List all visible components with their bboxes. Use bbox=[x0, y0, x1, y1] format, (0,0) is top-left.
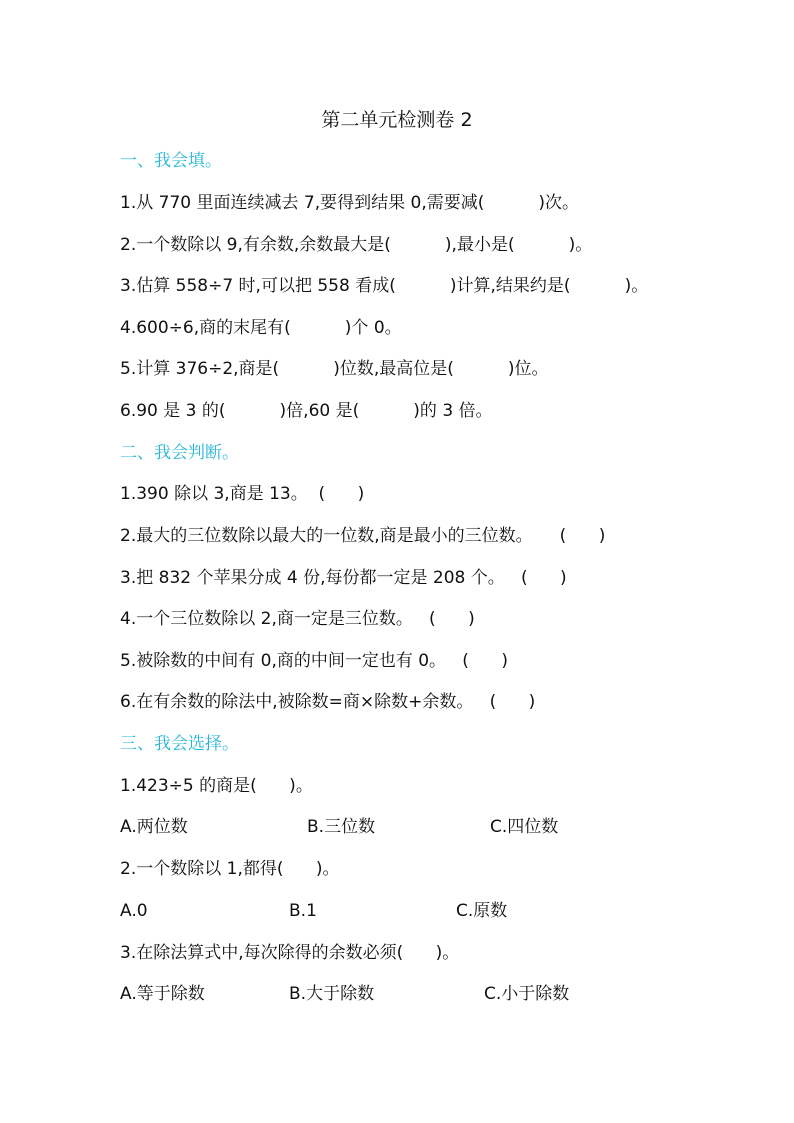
choice-question-1-stem: 1.423÷5 的商是( )。 bbox=[120, 776, 313, 796]
judge-question-3: 3.把 832 个苹果分成 4 份,每份都一定是 208 个。 ( ) bbox=[120, 568, 567, 588]
choice-question-2-option-b: B.1 bbox=[289, 901, 317, 921]
choice-question-3-stem: 3.在除法算式中,每次除得的余数必须( )。 bbox=[120, 943, 460, 963]
fill-question-1: 1.从 770 里面连续减去 7,要得到结果 0,需要减( )次。 bbox=[120, 193, 580, 213]
section-heading-choice: 三、我会选择。 bbox=[120, 734, 239, 754]
section-heading-fill: 一、我会填。 bbox=[120, 151, 222, 171]
judge-question-4: 4.一个三位数除以 2,商一定是三位数。 ( ) bbox=[120, 609, 475, 629]
choice-question-1-option-c: C.四位数 bbox=[490, 817, 559, 837]
judge-question-6: 6.在有余数的除法中,被除数=商×除数+余数。 ( ) bbox=[120, 692, 536, 712]
judge-question-1: 1.390 除以 3,商是 13。 ( ) bbox=[120, 484, 365, 504]
choice-question-1-option-a: A.两位数 bbox=[120, 817, 188, 837]
judge-question-2: 2.最大的三位数除以最大的一位数,商是最小的三位数。 ( ) bbox=[120, 526, 606, 546]
choice-question-1-option-b: B.三位数 bbox=[307, 817, 376, 837]
choice-question-2-stem: 2.一个数除以 1,都得( )。 bbox=[120, 859, 340, 879]
section-heading-judge: 二、我会判断。 bbox=[120, 443, 239, 463]
choice-question-3-option-b: B.大于除数 bbox=[289, 984, 375, 1004]
fill-question-3: 3.估算 558÷7 时,可以把 558 看成( )计算,结果约是( )。 bbox=[120, 276, 649, 296]
judge-question-5: 5.被除数的中间有 0,商的中间一定也有 0。 ( ) bbox=[120, 651, 508, 671]
fill-question-6: 6.90 是 3 的( )倍,60 是( )的 3 倍。 bbox=[120, 401, 493, 421]
choice-question-3-option-c: C.小于除数 bbox=[484, 984, 570, 1004]
fill-question-4: 4.600÷6,商的末尾有( )个 0。 bbox=[120, 318, 402, 338]
choice-question-2-option-c: C.原数 bbox=[456, 901, 508, 921]
choice-question-3-option-a: A.等于除数 bbox=[120, 984, 205, 1004]
choice-question-2-option-a: A.0 bbox=[120, 901, 148, 921]
fill-question-5: 5.计算 376÷2,商是( )位数,最高位是( )位。 bbox=[120, 359, 549, 379]
fill-question-2: 2.一个数除以 9,有余数,余数最大是( ),最小是( )。 bbox=[120, 235, 593, 255]
page-title: 第二单元检测卷 2 bbox=[321, 109, 473, 131]
